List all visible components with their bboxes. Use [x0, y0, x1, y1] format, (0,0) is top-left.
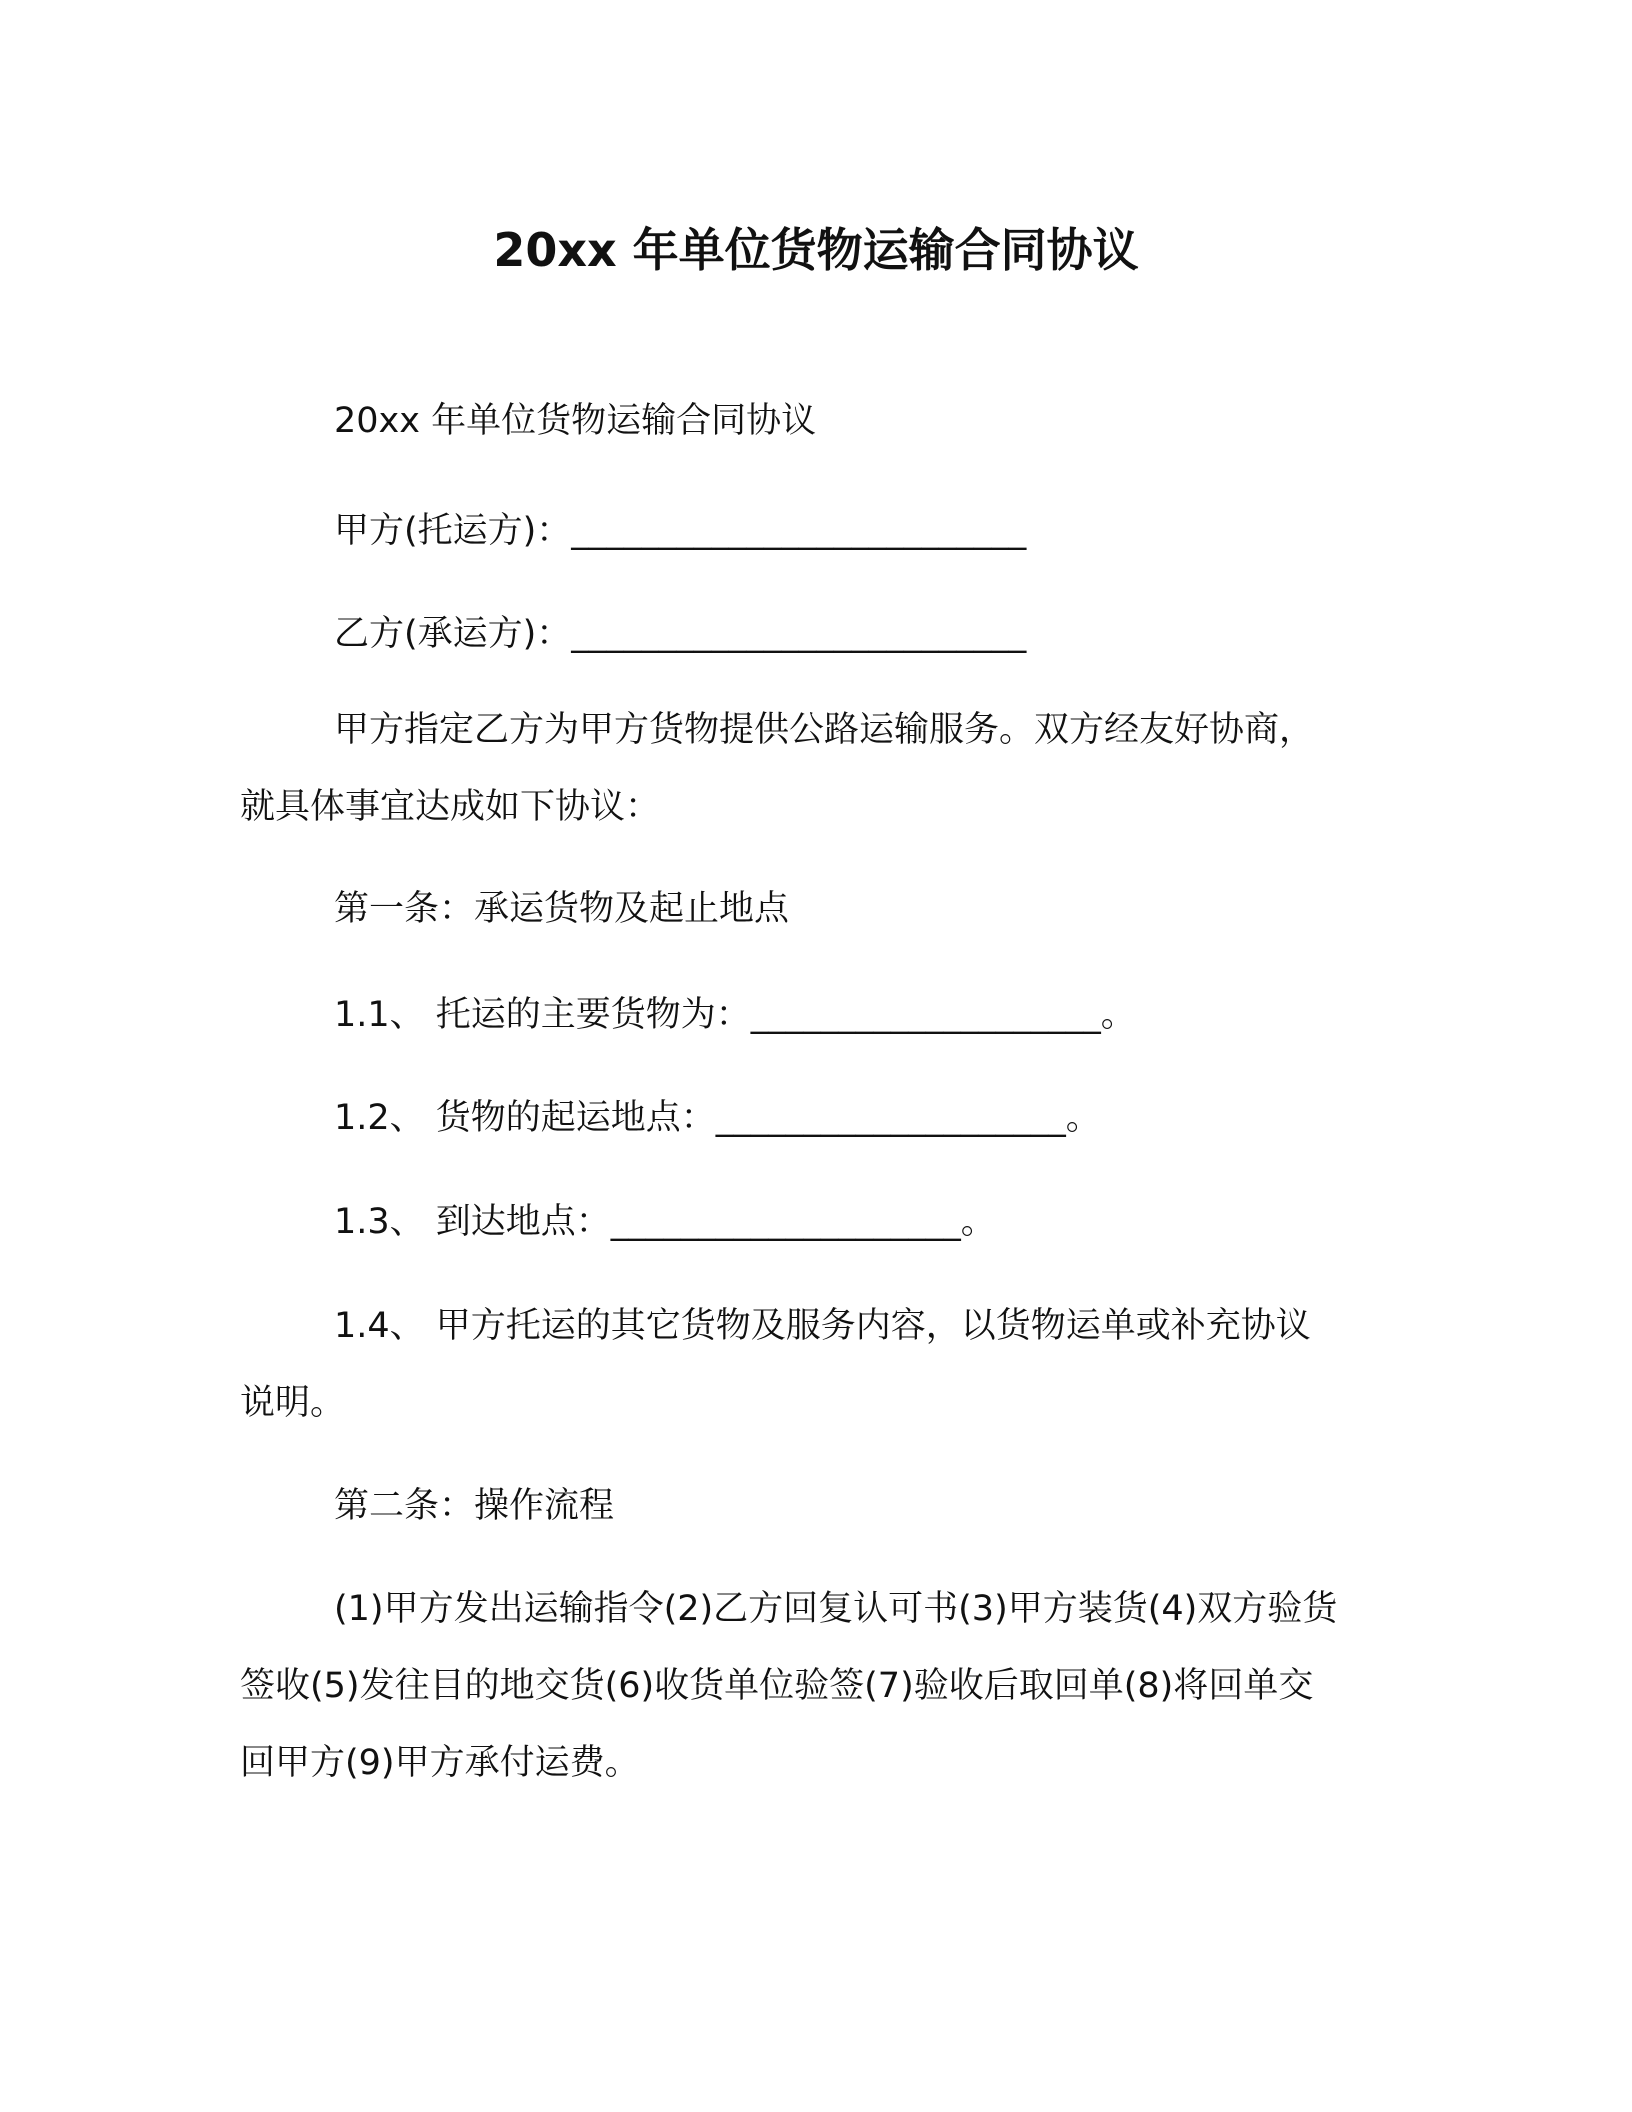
- intro-paragraph-line-1: 甲方指定乙方为甲方货物提供公路运输服务。双方经友好协商，: [334, 710, 1315, 750]
- process-line-3: 回甲方(9)甲方承付运费。: [240, 1743, 640, 1783]
- item-1-2: 1.2、 货物的起运地点：____________________。: [334, 1098, 1101, 1138]
- document-subtitle: 20xx 年单位货物运输合同协议: [334, 401, 817, 441]
- process-line-2: 签收(5)发往目的地交货(6)收货单位验签(7)验收后取回单(8)将回单交: [240, 1666, 1314, 1706]
- party-b-line: 乙方(承运方)：__________________________: [334, 614, 1027, 654]
- process-line-1: (1)甲方发出运输指令(2)乙方回复认可书(3)甲方装货(4)双方验货: [334, 1589, 1338, 1629]
- intro-paragraph-line-2: 就具体事宜达成如下协议：: [240, 787, 661, 827]
- item-1-4-line-1: 1.4、 甲方托运的其它货物及服务内容，以货物运单或补充协议: [334, 1306, 1311, 1346]
- item-1-3: 1.3、 到达地点：____________________。: [334, 1202, 996, 1242]
- item-1-4-line-2: 说明。: [240, 1383, 346, 1423]
- article-1-heading: 第一条：承运货物及起止地点: [334, 889, 790, 929]
- document-title: 20xx 年单位货物运输合同协议: [493, 223, 1139, 277]
- item-1-1: 1.1、 托运的主要货物为：____________________。: [334, 995, 1136, 1035]
- article-2-heading: 第二条：操作流程: [334, 1486, 615, 1526]
- party-a-line: 甲方(托运方)：__________________________: [334, 511, 1027, 551]
